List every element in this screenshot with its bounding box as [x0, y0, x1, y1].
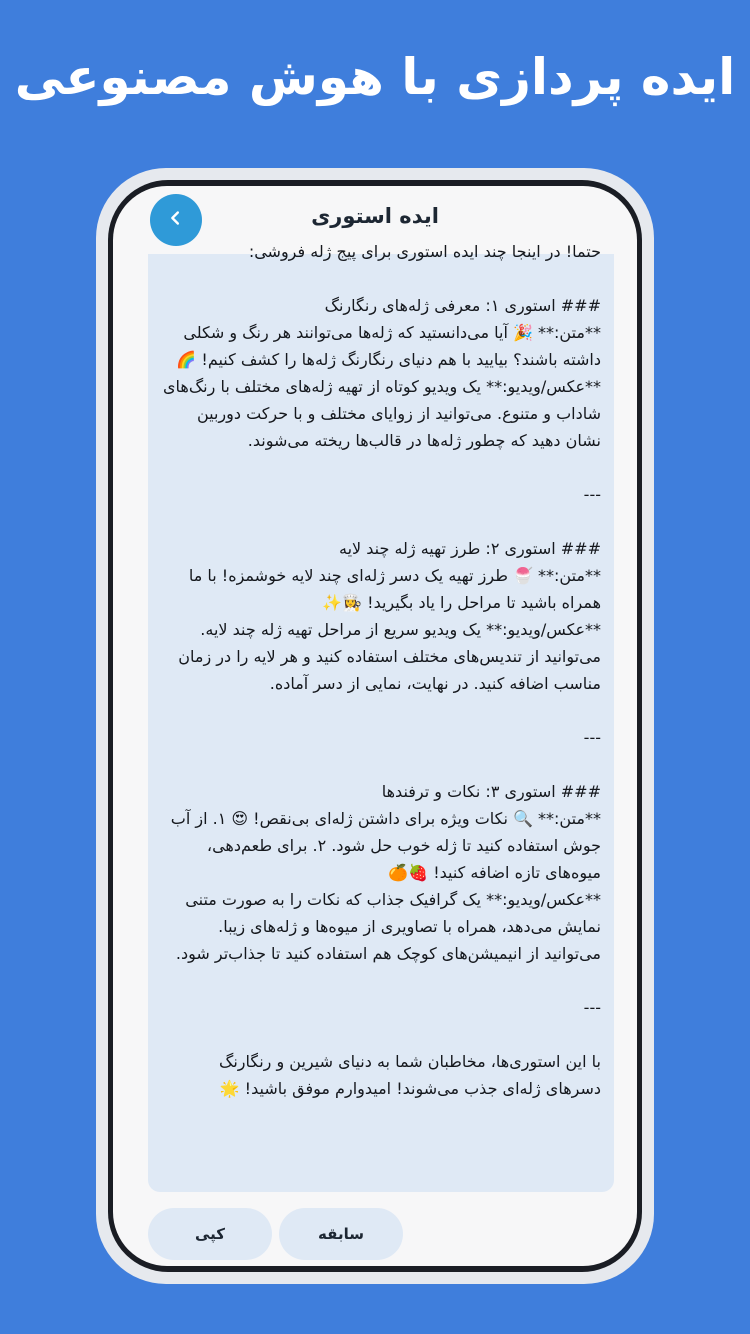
app-screen [113, 186, 637, 1266]
chevron-left-icon [165, 207, 187, 233]
history-button[interactable]: سابقه [279, 1208, 403, 1260]
generated-story-ideas-text: حتما! در اینجا چند ایده استوری برای پیج ژله فروشی: ### استوری ۱: معرفی ژله‌های رنگارنگ **متن:** 🎉 آیا می‌دانستید که ژله‌ها می‌توانند هر رنگ و شکلی داشته باشند؟ بیایید با هم دنیای رنگارنگ ژله‌ها را کشف کنیم! 🌈 **عکس/ویدیو:** یک ویدیو کوتاه از تهیه ژله‌های مختلف با رنگ‌های شاداب و متنوع. می‌توانید از زوایای مختلف و با حرکت دوربین نشان دهید که چطور ژله‌ها در قالب‌ها ریخته می‌شوند. --- ### استوری ۲: طرز تهیه ژله چند لایه **متن:** 🍧 طرز تهیه یک دسر ژله‌ای چند لایه خوشمزه! با ما همراه باشید تا مراحل را یاد بگیرید! 👩‍🍳✨ **عکس/ویدیو:** یک ویدیو سریع از مراحل تهیه ژله چند لایه. می‌توانید از تندیس‌های مختلف استفاده کنید و هر لایه را در زمان مناسب اضافه کنید. در نهایت، نمایی از دسر آماده. --- ### استوری ۳: نکات و ترفندها **متن:** 🔍 نکات ویژه برای داشتن ژله‌ای بی‌نقص! 😍 ۱. از آب جوش استفاده کنید تا ژله خوب حل شود. ۲. برای طعم‌دهی، میوه‌های تازه اضافه کنید! 🍓🍊 **عکس/ویدیو:** یک گرافیک جذاب که نکات را به صورت متنی نمایش می‌دهد، همراه با تصاویری از میوه‌ها و ژله‌های زیبا. می‌توانید از انیمیشن‌های کوچک هم استفاده کنید تا جذاب‌تر شود. --- با این استوری‌ها، مخاطبان شما به دنیای شیرین و رنگارنگ دسرهای ژله‌ای جذب می‌شوند! امیدوارم موفق باشید! 🌟 [163, 242, 601, 1098]
generated-text-card[interactable] [148, 242, 614, 1192]
copy-button[interactable]: کپی [148, 1208, 272, 1260]
screen-title: ایده استوری [311, 204, 439, 228]
promo-headline: ایده پردازی با هوش مصنوعی [14, 48, 736, 106]
